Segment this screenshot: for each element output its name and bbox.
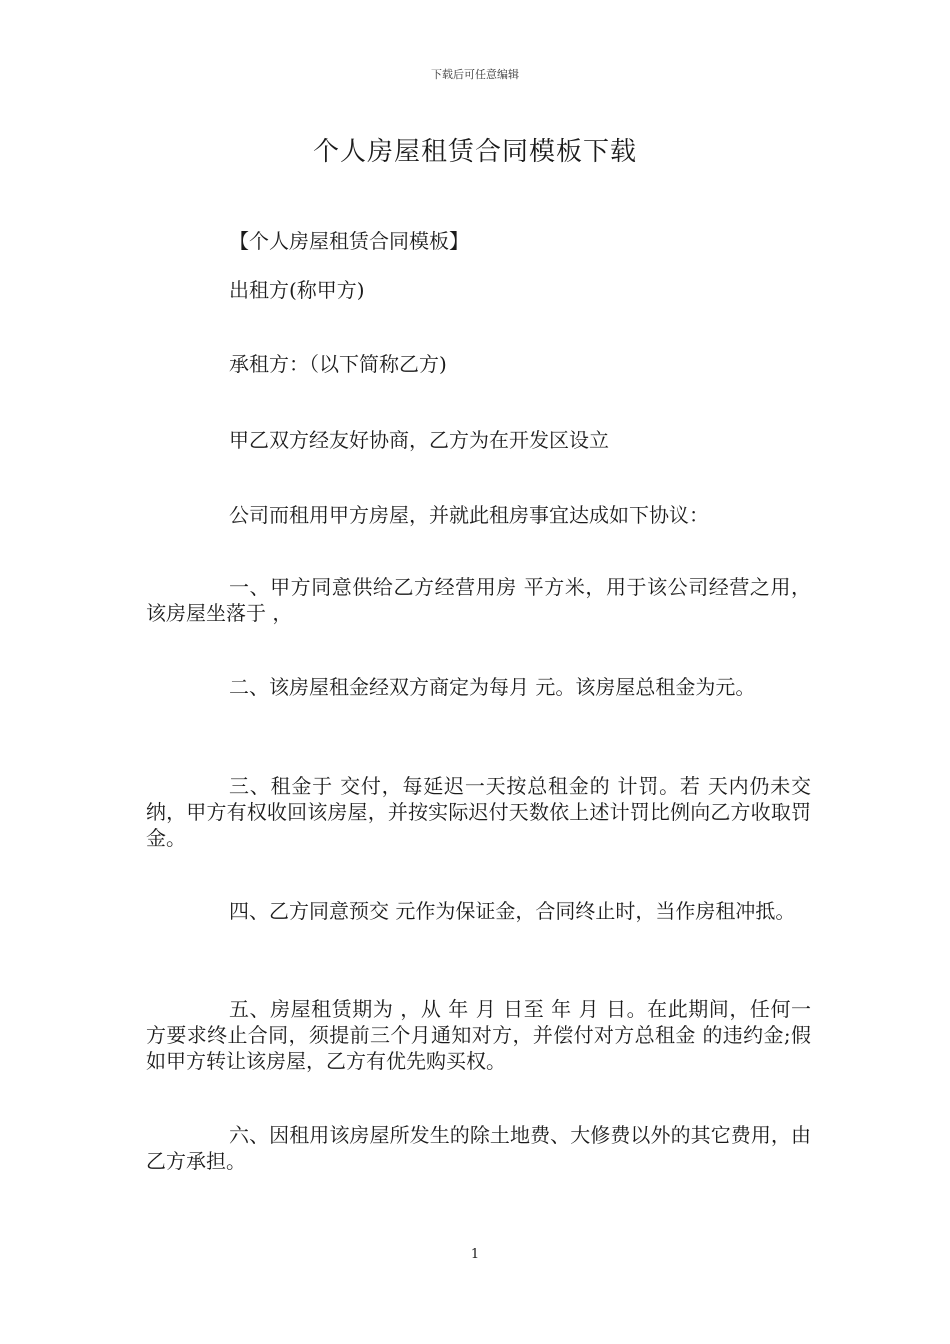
lessor-line: 出租方(称甲方) xyxy=(229,278,365,302)
section-heading: 【个人房屋租赁合同模板】 xyxy=(229,229,469,253)
clause-3: 三、租金于 交付，每延迟一天按总租金的 计罚。若 天内仍未交纳，甲方有权收回该房屋，并按实际迟付天数依上述计罚比例向乙方收取罚金。 xyxy=(146,774,811,850)
page-number: 1 xyxy=(470,1247,480,1262)
document-title: 个人房屋租赁合同模板下载 xyxy=(312,137,637,167)
header-note: 下载后可任意编辑 xyxy=(431,68,519,81)
intro-line-2: 公司而租用甲方房屋，并就此租房事宜达成如下协议： xyxy=(229,503,709,527)
intro-line-1: 甲乙双方经友好协商，乙方为在开发区设立 xyxy=(229,428,609,452)
clause-4: 四、乙方同意预交 元作为保证金，合同终止时，当作房租冲抵。 xyxy=(229,899,796,923)
clause-6: 六、因租用该房屋所发生的除土地费、大修费以外的其它费用，由乙方承担。 xyxy=(146,1123,811,1173)
clause-2: 二、该房屋租金经双方商定为每月 元。该房屋总租金为元。 xyxy=(229,675,756,699)
clause-1: 一、甲方同意供给乙方经营用房 平方米，用于该公司经营之用，该房屋坐落于 ， xyxy=(146,575,811,625)
clause-5: 五、房屋租赁期为 ，从 年 月 日至 年 月 日。在此期间，任何一方要求终止合同，须提前三个月通知对方，并偿付对方总租金 的违约金;假如甲方转让该房屋，乙方有优先购买权。 xyxy=(146,997,811,1073)
lessee-line: 承租方：（以下简称乙方) xyxy=(229,352,447,376)
